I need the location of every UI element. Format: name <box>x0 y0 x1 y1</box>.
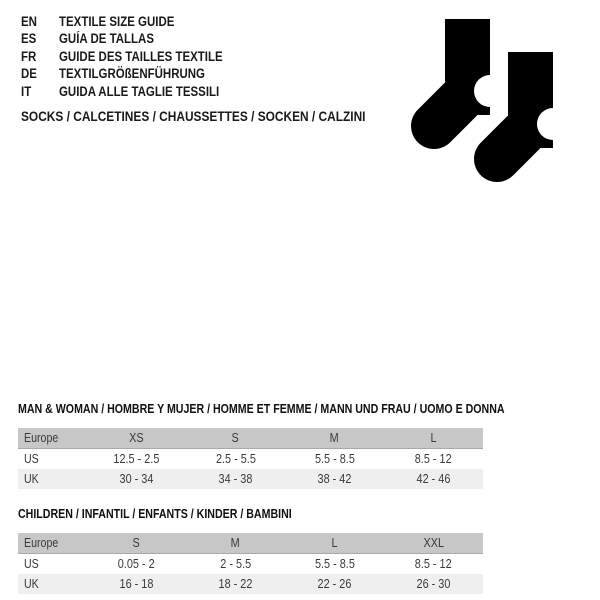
size-cell: 34 - 38 <box>186 469 285 489</box>
size-cell: 22 - 26 <box>285 574 384 594</box>
language-row <box>21 13 252 30</box>
row-label: US <box>24 452 39 466</box>
table-title: CHILDREN / INFANTIL / ENFANTS / KINDER / BAMBINI <box>18 507 292 521</box>
size-cell: 42 - 46 <box>384 469 483 489</box>
table-row-uk <box>18 469 483 489</box>
column-header: L <box>384 428 483 449</box>
language-label: GUIDA ALLE TAGLIE TESSILI <box>59 83 220 99</box>
size-cell: 18 - 22 <box>186 574 285 594</box>
table-header-row <box>18 428 483 449</box>
language-label: TEXTILE SIZE GUIDE <box>59 14 175 29</box>
size-cell: 30 - 34 <box>86 469 186 489</box>
table-section-children <box>18 505 484 594</box>
column-header: XS <box>86 428 186 449</box>
language-row <box>21 30 252 47</box>
language-code: ES <box>21 31 37 47</box>
size-cell: 12.5 - 2.5 <box>113 452 159 466</box>
size-cell: 8.5 - 12 <box>415 557 452 571</box>
column-header: S <box>186 428 285 449</box>
language-row <box>21 65 252 82</box>
language-code: DE <box>21 66 37 82</box>
size-cell: 2.5 - 5.5 <box>215 452 256 466</box>
size-cell: 38 - 42 <box>285 469 384 489</box>
size-cell: 2 - 5.5 <box>220 557 251 571</box>
row-label: US <box>24 557 39 571</box>
sock-back <box>434 19 506 126</box>
size-cell: 5.5 - 8.5 <box>314 557 355 571</box>
row-label: UK <box>18 574 86 594</box>
column-header: Europe <box>18 428 86 449</box>
table-header-row <box>18 533 483 554</box>
language-code: EN <box>21 14 37 29</box>
table-section-man-woman <box>18 400 505 489</box>
table-row-us <box>18 554 483 575</box>
column-header: XXL <box>384 533 483 554</box>
language-label: TEXTILGRÖßENFÜHRUNG <box>59 66 205 82</box>
size-table-man-woman <box>18 428 483 489</box>
language-list <box>21 13 252 100</box>
size-cell: 8.5 - 12 <box>415 452 452 466</box>
column-header: M <box>186 533 285 554</box>
row-label: UK <box>18 469 86 489</box>
column-header: L <box>285 533 384 554</box>
category-title: SOCKS / CALCETINES / CHAUSSETTES / SOCKEN / CALZINI <box>21 108 366 124</box>
language-label: GUÍA DE TALLAS <box>59 31 154 47</box>
language-row <box>21 48 252 65</box>
table-row-us <box>18 449 483 470</box>
table-title: MAN & WOMAN / HOMBRE Y MUJER / HOMME ET FEMME / MANN UND FRAU / UOMO E DONNA <box>18 402 505 416</box>
table-row-uk <box>18 574 483 594</box>
size-cell: 5.5 - 8.5 <box>314 452 355 466</box>
column-header: Europe <box>18 533 86 554</box>
language-code: IT <box>21 83 32 99</box>
size-cell: 26 - 30 <box>384 574 483 594</box>
socks-icon-svg <box>408 15 558 195</box>
size-cell: 16 - 18 <box>86 574 186 594</box>
size-table-children <box>18 533 483 594</box>
language-label: GUIDE DES TAILLES TEXTILE <box>59 48 223 64</box>
language-row <box>21 83 252 100</box>
language-code: FR <box>21 48 37 64</box>
socks-icon <box>408 15 558 195</box>
column-header: M <box>285 428 384 449</box>
sock-front <box>497 52 558 159</box>
column-header: S <box>86 533 186 554</box>
size-cell: 0.05 - 2 <box>117 557 155 571</box>
